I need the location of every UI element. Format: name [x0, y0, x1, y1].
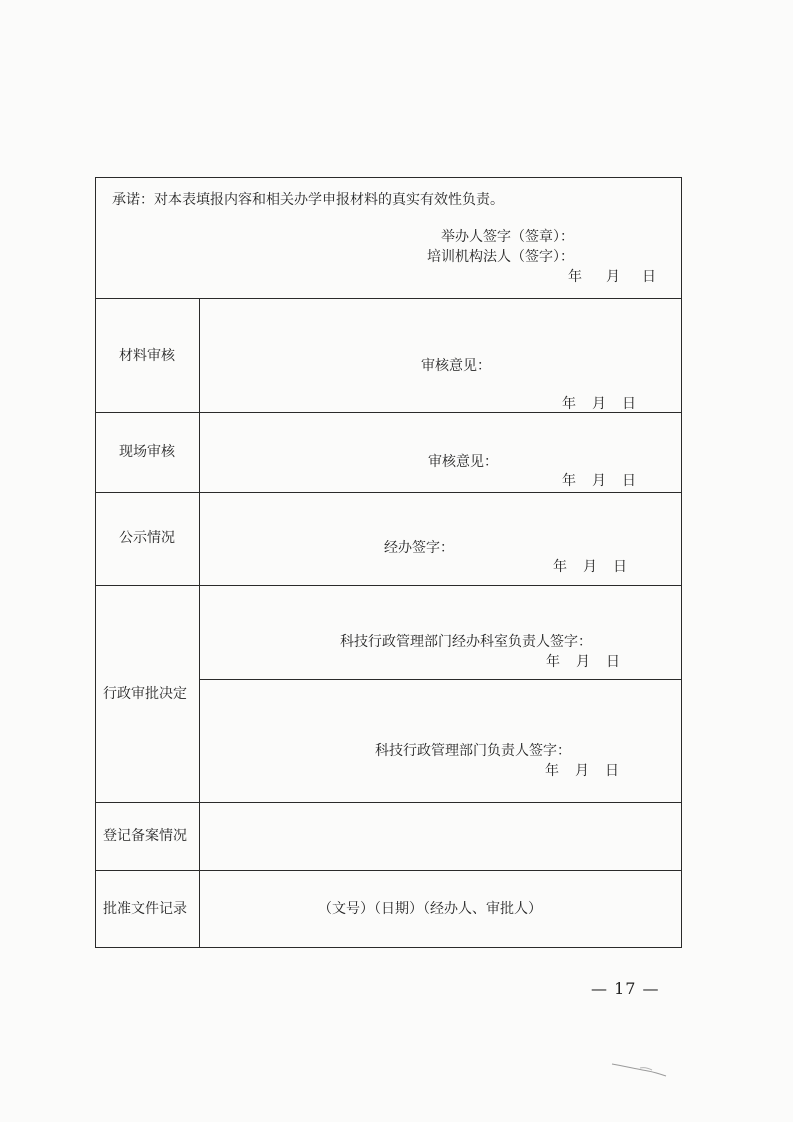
month-label: 月	[575, 763, 589, 779]
row-divider	[95, 492, 682, 493]
handler-signature-label: 经办签字：	[384, 540, 454, 556]
legal-rep-signature-label: 培训机构法人（签字）：	[427, 249, 574, 265]
day-label: 日	[622, 473, 636, 489]
row-divider	[95, 298, 682, 299]
month-label: 月	[592, 396, 606, 412]
month-label: 月	[583, 559, 597, 575]
approval-record-fields: （文号）（日期）（经办人、审批人）	[318, 901, 542, 917]
row-divider	[95, 412, 682, 413]
day-label: 日	[605, 763, 619, 779]
approval-inner-divider	[199, 679, 682, 680]
registration-label: 登记备案情况	[103, 828, 187, 844]
section-head-signature-label: 科技行政管理部门经办科室负责人签字：	[340, 634, 592, 650]
pledge-text: 承诺：对本表填报内容和相关办学申报材料的真实有效性负责。	[112, 192, 504, 208]
row-divider	[95, 802, 682, 803]
approval-record-label: 批准文件记录	[103, 901, 187, 917]
year-label: 年	[546, 654, 560, 670]
material-review-label: 材料审核	[119, 348, 175, 364]
site-review-opinion-label: 审核意见：	[428, 454, 498, 470]
year-label: 年	[562, 473, 576, 489]
year-label: 年	[562, 396, 576, 412]
organizer-signature-label: 举办人签字（签章）：	[441, 229, 574, 245]
publicity-label: 公示情况	[119, 530, 175, 546]
month-label: 月	[576, 654, 590, 670]
month-label: 月	[606, 269, 620, 285]
day-label: 日	[613, 559, 627, 575]
department-head-signature-label: 科技行政管理部门负责人签字：	[375, 743, 571, 759]
day-label: 日	[622, 396, 636, 412]
day-label: 日	[606, 654, 620, 670]
row-divider	[95, 585, 682, 586]
material-review-opinion-label: 审核意见：	[421, 358, 491, 374]
row-divider	[95, 870, 682, 871]
page-number: — 17 —	[591, 979, 660, 998]
column-divider	[199, 298, 200, 948]
admin-approval-label: 行政审批决定	[103, 686, 187, 702]
month-label: 月	[592, 473, 606, 489]
pen-mark	[610, 1056, 670, 1080]
year-label: 年	[545, 763, 559, 779]
day-label: 日	[642, 269, 656, 285]
year-label: 年	[553, 559, 567, 575]
year-label: 年	[568, 269, 582, 285]
site-review-label: 现场审核	[119, 444, 175, 460]
